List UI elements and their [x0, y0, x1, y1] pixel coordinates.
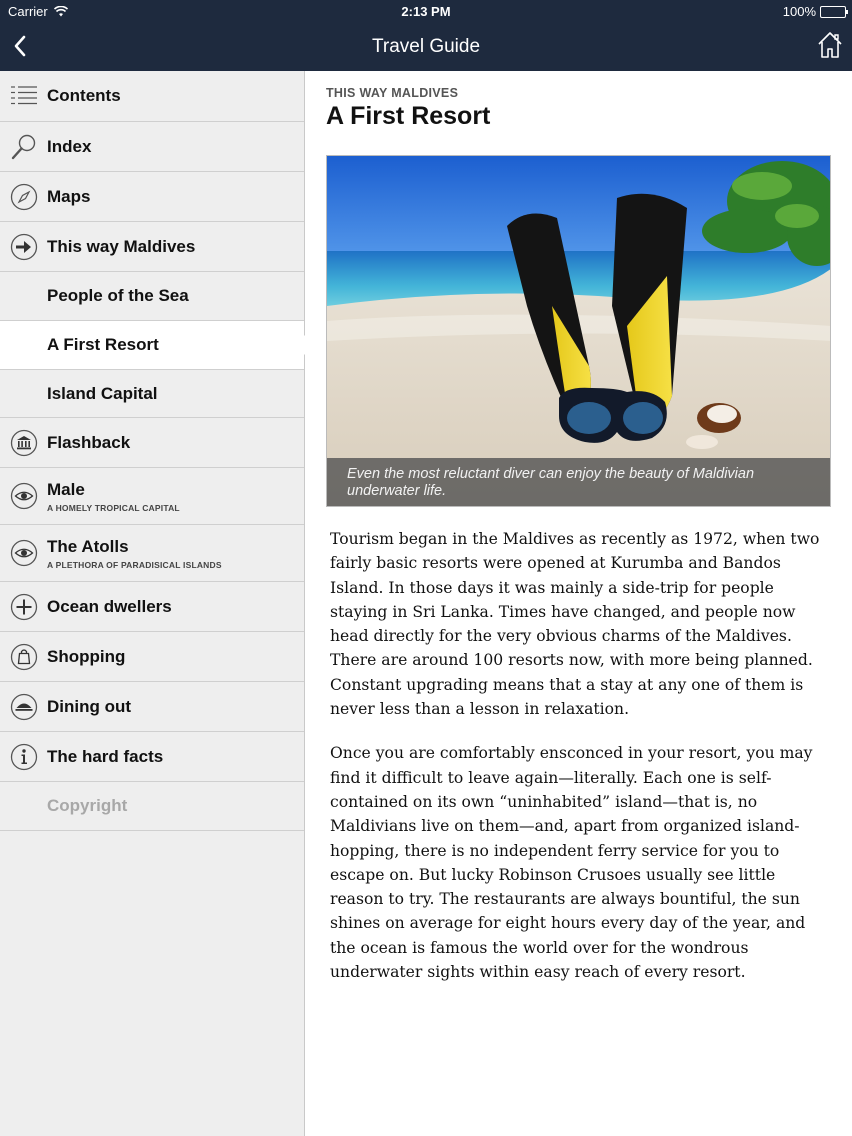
article-paragraph: Once you are comfortably ensconced in your resort, you may find it difficult to leave again—literally. Each one is self-contained on its own “uninhabited” island—that is, no Maldivians live on them—and, apart from organized island-hopping, there is no independent ferry service for you to escape on. But lucky Robinson Crusoes usually see little reason to try. The restaurants are always bountiful, the sun shines on average for eight hours every day of the year, and the ocean is famous the world over for the wondrous underwater sights within easy reach of every resort.: [330, 744, 813, 982]
info-icon: [10, 743, 38, 771]
sidebar-item-label: Flashback: [47, 432, 131, 452]
sidebar-item-subtitle: A PLETHORA OF PARADISICAL ISLANDS: [47, 560, 222, 570]
carrier-label: Carrier: [8, 4, 48, 19]
sidebar-item-index[interactable]: [0, 122, 304, 172]
sidebar-item-label: A First Resort: [47, 335, 159, 354]
dish-icon: [10, 693, 38, 721]
battery-percentage: 100%: [782, 4, 816, 19]
beach-fins-image: [327, 156, 831, 507]
top-bar: [0, 0, 852, 71]
sidebar-item-label: Male: [47, 480, 85, 499]
battery-icon: [820, 6, 846, 18]
sidebar-item-a-first-resort[interactable]: [0, 321, 304, 370]
article-title: A First Resort: [326, 102, 491, 130]
sidebar-item-people-of-the-sea[interactable]: [0, 272, 304, 321]
shopping-bag-icon: [10, 643, 38, 671]
sidebar-item-island-capital[interactable]: [0, 370, 304, 418]
article-pane: [306, 71, 852, 1136]
sidebar-item-this-way-maldives[interactable]: [0, 222, 304, 272]
sidebar-item-label: This way Maldives: [47, 236, 196, 256]
contents-sidebar: [0, 71, 305, 1136]
sidebar-item-label: The hard facts: [47, 746, 164, 766]
sidebar-item-label: Maps: [47, 186, 91, 206]
plus-icon: [10, 593, 38, 621]
sidebar-item-label: Copyright: [47, 796, 128, 815]
section-kicker: THIS WAY MALDIVES: [326, 86, 459, 100]
list-icon: [10, 82, 38, 110]
sidebar-item-label: Dining out: [47, 696, 132, 716]
sidebar-item-ocean-dwellers[interactable]: [0, 582, 304, 632]
battery-indicator: [783, 4, 846, 19]
sidebar-item-shopping[interactable]: [0, 632, 304, 682]
magnifier-icon: [10, 133, 38, 161]
sidebar-item-subtitle: A HOMELY TROPICAL CAPITAL: [47, 503, 180, 513]
sidebar-item-contents[interactable]: [0, 71, 304, 122]
sidebar-item-dining-out[interactable]: [0, 682, 304, 732]
eye-icon: [10, 482, 38, 510]
sidebar-item-the-atolls[interactable]: [0, 525, 304, 582]
sidebar-item-label: Index: [47, 136, 92, 156]
arrow-right-icon: [10, 233, 38, 261]
sidebar-item-label: Ocean dwellers: [47, 596, 172, 616]
article-photo: [326, 155, 831, 507]
sidebar-item-label: The Atolls: [47, 537, 129, 556]
status-time: 2:13 PM: [401, 4, 451, 19]
status-bar: [0, 0, 852, 24]
article-body: [330, 527, 825, 1004]
sidebar-item-label: Contents: [47, 86, 121, 105]
museum-icon: [10, 429, 38, 457]
sidebar-item-label: Shopping: [47, 646, 126, 666]
sidebar-item-label: Island Capital: [47, 383, 158, 403]
sidebar-item-the-hard-facts[interactable]: [0, 732, 304, 782]
sidebar-item-label: People of the Sea: [47, 286, 189, 305]
sidebar-item-male[interactable]: [0, 468, 304, 525]
sidebar-item-flashback[interactable]: [0, 418, 304, 468]
home-icon[interactable]: [816, 30, 844, 60]
sidebar-item-copyright[interactable]: [0, 782, 304, 831]
nav-title: Travel Guide: [371, 36, 481, 57]
eye-icon: [10, 539, 38, 567]
photo-caption: Even the most reluctant diver can enjoy the beauty of Maldivian underwater life.: [327, 458, 830, 506]
article-paragraph: Tourism began in the Maldives as recently as 1972, when two fairly basic resorts were opened at Kurumba and Bandos Island. In those days it was mainly a side-trip for people staying in Sri Lanka. Times have changed, and people now head directly for the very obvious charms of the Maldives. There are around 100 resorts now, with more being planned. Constant upgrading means that a stay at any one of them is never less than a lesson in relaxation.: [330, 530, 820, 719]
compass-icon: [10, 183, 38, 211]
sidebar-item-maps[interactable]: [0, 172, 304, 222]
